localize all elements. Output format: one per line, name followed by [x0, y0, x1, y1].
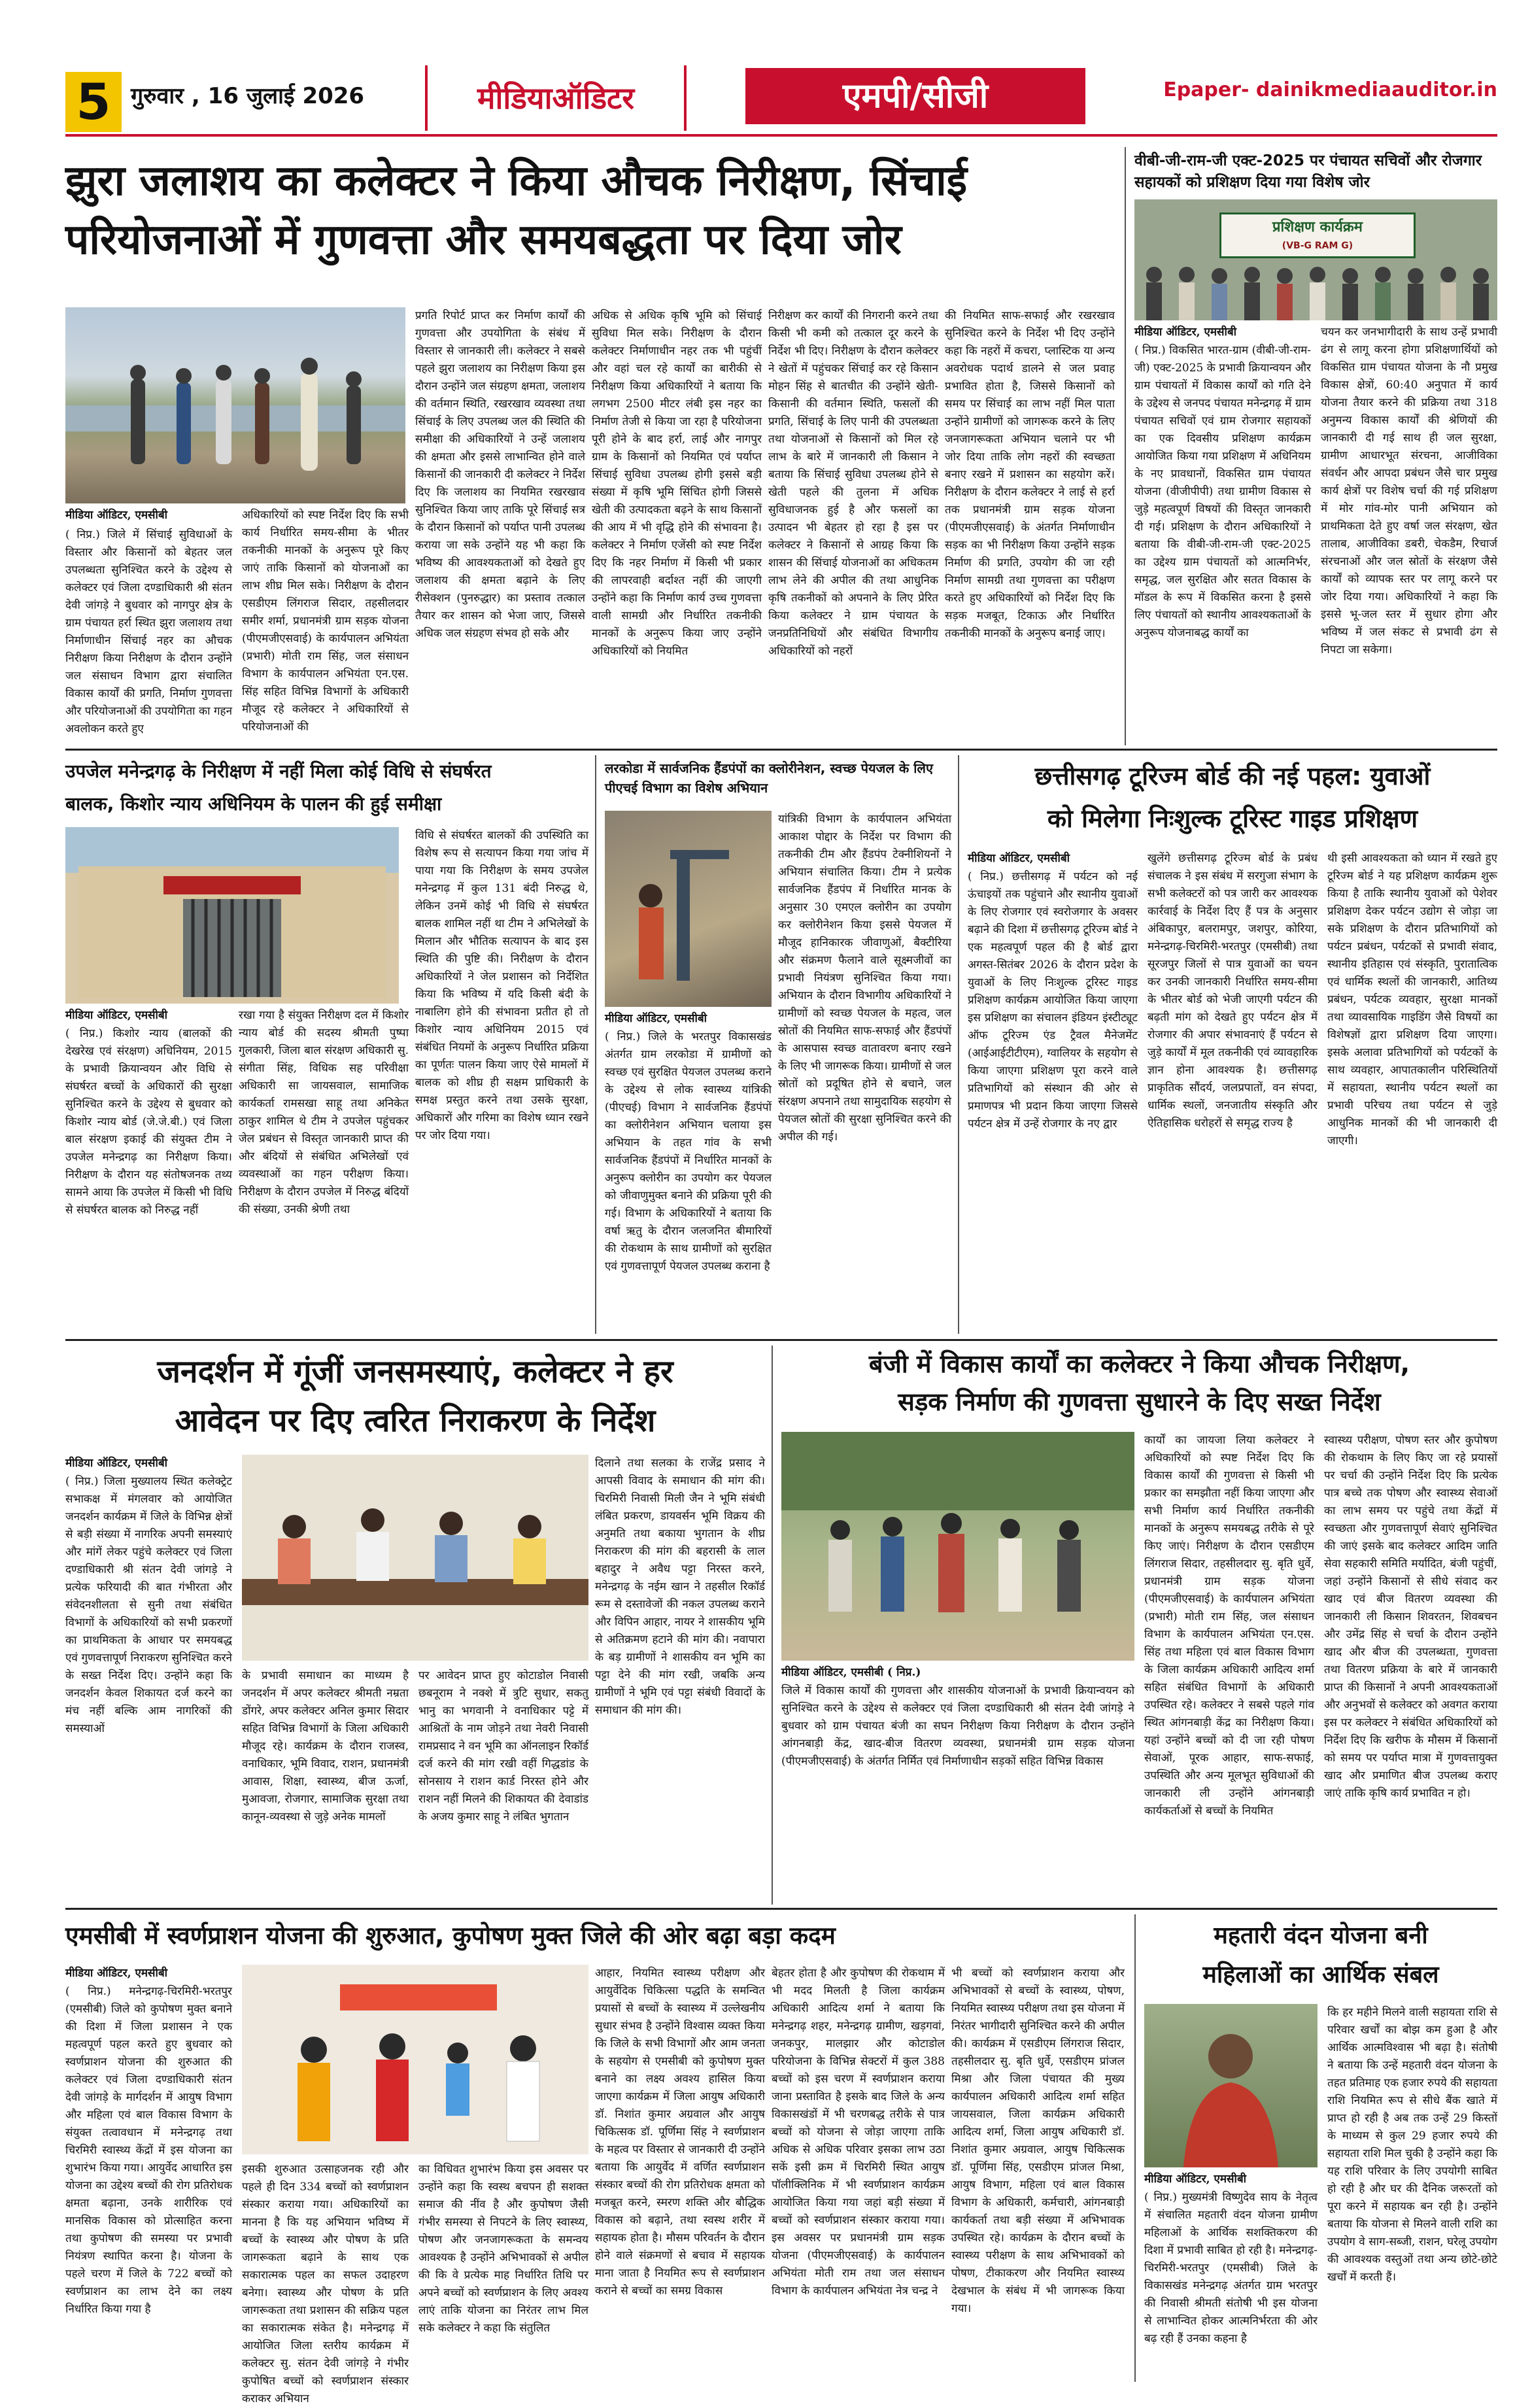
column-divider	[1134, 1914, 1136, 2382]
story4-col2: यांत्रिकी विभाग के कार्यपालन अभियंता आकाश पोद्दार के निर्देश पर विभाग की तकनीकी टीम और हैंडपंप टेक्नीशियनों ने अभियान संचालित किया। टीम ने प्रत्येक सार्वजनिक हैंडपंप में निर्धारित मानक के अनुसार 30 एमएल क्लोरीन का उपयोग कर क्लोरीनेशन किया इससे पेयजल में मौजूद हानिकारक जीवाणुओं, बैक्टीरिया और संक्रमण फैलाने वाले सूक्ष्मजीवों का प्रभावी नियंत्रण सुनिश्चित किया गया। अभियान के दौरान विभागीय अधिकारियों ने ग्रामीणों को स्वच्छ पेयजल के महत्व, जल स्रोतों की नियमित साफ-सफाई और हैंडपंपों के आसपास स्वच्छ वातावरण बनाए रखने के लिए भी जागरूक किया। ग्रामीणों से जल स्रोतों को प्रदूषित होने से बचाने, जल संरक्षण अपनाने तथा सामुदायिक सहयोग से पेयजल स्रोतों की सुरक्षा सुनिश्चित करने की अपील की गई।	[778, 813, 951, 1144]
column-divider	[595, 755, 596, 1334]
issue-date: गुरुवार , 16 जुलाई 2026	[131, 83, 365, 109]
janadarshan-meeting-illustration	[242, 1455, 588, 1661]
story5-col3: थी इसी आवश्यकता को ध्यान में रखते हुए टूरिज्म बोर्ड ने यह प्रशिक्षण कार्यक्रम शुरू किया है ताकि स्थानीय युवाओं को पेशेवर प्रशिक्षण देकर पर्यटन उद्योग से जोड़ा जा सके प्रशिक्षण के दौरान प्रतिभागियों को पर्यटन प्रबंधन, पर्यटकों से प्रभावी संवाद, स्थानीय इतिहास एवं संस्कृति, पुरातात्विक एवं धार्मिक स्थलों की जानकारी, आतिथ्य प्रबंधन, पर्यटक व्यवहार, सुरक्षा मानकों तथा व्यावसायिक गाइडिंग जैसे विषयों का विशेषज्ञों द्वारा प्रशिक्षण दिया जाएगा। इसके अलावा प्रतिभागियों को पर्यटकों के साथ व्यवहार, आपातकालीन परिस्थितियों में सहायता, स्थानीय पर्यटन स्थलों का प्रभावी परिचय तथा पर्यटन से जुड़े आधुनिक मानकों की भी जानकारी दी जाएगी।	[1327, 852, 1497, 1147]
story2-dateline: मीडिया ऑडिटर, एमसीबी	[1134, 326, 1237, 339]
column-divider	[772, 1346, 773, 1905]
story6-dateline: मीडिया ऑडिटर, एमसीबी	[65, 1457, 168, 1470]
story2-col1: ( निप्र.) विकसित भारत-ग्राम (वीबी-जी-राम-जी) एक्ट-2025 के प्रभावी क्रियान्वयन और ग्राम पंचायतों में विकास कार्यों को गति देने के उद्देश्य से जनपद पंचायत मनेन्द्रगढ़ में ग्राम पंचायत सचिवों एवं ग्राम रोजगार सहायकों का एक दिवसीय प्रशिक्षण कार्यक्रम आयोजित किया गया प्रशिक्षण में अधिनियम के नए प्रावधानों, विकसित ग्राम पंचायत योजना (वीजीपीपी) तथा ग्रामीण विकास से जुड़े महत्वपूर्ण विषयों की विस्तृत जानकारी दी गई। प्रशिक्षण के दौरान अधिकारियों ने बताया कि वीबी-जी-राम-जी एक्ट-2025 का उद्देश्य ग्राम पंचायतों को आत्मनिर्भर, समृद्ध, जल सुरक्षित और सतत विकास के मॉडल के रूप में विकसित करना है इससे लिए पंचायतों को स्थानीय आवश्यकताओं के अनुरूप योजनाबद्ध कार्यों का	[1134, 344, 1311, 639]
story7-col1: जिले में विकास कार्यों की गुणवत्ता और शासकीय योजनाओं के प्रभावी क्रियान्वयन को सुनिश्चित करने के उद्देश्य से कलेक्टर एवं जिला दण्डाधिकारी श्री संतन देवी जांगड़े ने बुधवार को ग्राम पंचायत बंजी का सघन निरीक्षण किया निरीक्षण के दौरान उन्होंने आंगनबाड़ी केंद्र, खाद-बीज वितरण व्यवस्था, प्रधानमंत्री ग्राम सड़क योजना (पीएमजीएसवाई) के अंतर्गत निर्मित एवं निर्माणाधीन सड़कों सहित विभिन्न विकास	[781, 1684, 1134, 1768]
story3-headline-line1: उपजेल मनेन्द्रगढ़ के निरीक्षण में नहीं मिला कोई विधि से संघर्षरत	[65, 760, 492, 782]
story1-col1: ( निप्र.) जिले में सिंचाई सुविधाओं के विस्तार और किसानों को बेहतर जल उपलब्धता सुनिश्चित करने के उद्देश्य से कलेक्टर एवं जिला दण्डाधिकारी श्री संतन देवी जांगड़े ने बुधवार को नागपुर क्षेत्र के ग्राम पंचायत हर्रा स्थित झुरा जलाशय तथा निर्माणाधीन सिंचाई नहर का औचक निरीक्षण किया निरीक्षण के दौरान उन्होंने जल संसाधन विभाग द्वारा संचालित विकास कार्यों की प्रगति, निर्माण गुणवत्ता और परियोजनाओं की उपयोगिता का गहन अवलोकन करते हुए	[65, 528, 232, 736]
story7-col3: स्वास्थ्य परीक्षण, पोषण स्तर और कुपोषण की रोकथाम के लिए किए जा रहे प्रयासों पर चर्चा की उन्होंने निर्देश दिए कि प्रत्येक पात्र बच्चे तक पोषण और स्वास्थ्य सेवाओं का लाभ समय पर पहुंचे तथा केंद्रों में स्वच्छता और गुणवत्तापूर्ण सेवाएं सुनिश्चित की जाएं इसके बाद कलेक्टर आदिम जाति सेवा सहकारी समिति मर्यादित, बंजी पहुंचीं, जहां उन्होंने किसानों से सीधे संवाद कर खाद एवं बीज वितरण व्यवस्था की जानकारी ली किसान शिवरतन, शिवबचन और उमेंद्र सिंह से चर्चा के दौरान उन्होंने खाद और बीज की उपलब्धता, गुणवत्ता तथा वितरण प्रक्रिया के बारे में जानकारी प्राप्त की किसानों ने अपनी आवश्यकताओं और अनुभवों से कलेक्टर को अवगत कराया इस पर कलेक्टर ने संबंधित अधिकारियों को निर्देश दिए कि खरीफ के मौसम में किसानों को समय पर पर्याप्त मात्रा में गुणवत्तायुक्त खाद और प्रमाणित बीज उपलब्ध कराए जाएं ताकि कृषि कार्य प्रभावित न हो।	[1324, 1434, 1497, 1800]
story6-headline-line2: आवेदन पर दिए त्वरित निराकरण के निर्देश	[175, 1402, 656, 1439]
story8-col6: भी बच्चों को स्वर्णप्राशन कराया और अभिभावकों से बच्चों के स्वास्थ्य, पोषण, नियमित स्वास्थ्य परीक्षण तथा इस योजना में निरंतर भागीदारी सुनिश्चित करने की अपील की। कार्यक्रम में एसडीएम लिंगराज सिदार, तहसीलदार सु. बृति धुर्वे, एसडीएम प्रांजल मिश्रा और जिला पंचायत की मुख्य कार्यपालन अधिकारी आदित्य शर्मा सहित जायसवाल, जिला कार्यक्रम अधिकारी आदित्य शर्मा, जिला आयुष अधिकारी डॉ. निशांत कुमार अग्रवाल, आयुष चिकित्सक डॉ. पूर्णिमा सिंह, एसडीएम प्रांजल मिश्रा, आयुष विभाग, महिला एवं बाल विकास विभाग के अधिकारी, कर्मचारी, आंगनबाड़ी कार्यकर्ता तथा बड़ी संख्या में अभिभावक उपस्थित रहे। कार्यक्रम के दौरान बच्चों के स्वास्थ्य परीक्षण के साथ अभिभावकों को पोषण, टीकाकरण और नियमित स्वास्थ्य देखभाल के संबंध में भी जागरूक किया गया।	[951, 1967, 1125, 2315]
story6-col4: दिलाने तथा सलका के राजेंद्र प्रसाद ने आपसी विवाद के समाधान की मांग की। चिरमिरी निवासी मिली जैन ने भूमि संबंधी लंबित प्रकरण, डायवर्सन भूमि विक्रय की अनुमति तथा बकाया भुगतान के शीघ्र निराकरण की मांग की बहरासी के लाल बहादुर ने अवैध पट्टा निरस्त करने, मनेन्द्रगढ़ के नईम खान ने तहसील रिकॉर्ड रूम से दस्तावेजों की नकल उपलब्ध कराने और विपिन आहार, नायर ने शासकीय भूमि से अतिक्रमण हटाने की मांग की। नवापारा के बड़ ग्रामीणों ने शासकीय वन भूमि का पट्टा देने की मांग रखी, जबकि अन्य ग्रामीणों ने भूमि एवं पट्टा संबंधी विवादों के समाधान की मांग की।	[595, 1457, 765, 1717]
story5-col2: खुलेंगे छत्तीसगढ़ टूरिज्म बोर्ड के प्रबंध संचालक ने इस संबंध में सरगुजा संभाग के सभी कलेक्टरों को पत्र जारी कर आवश्यक कार्रवाई के निर्देश दिए हैं पत्र के अनुसार अंबिकापुर, बलरामपुर, जशपुर, कोरिया, मनेन्द्रगढ़-चिरमिरी-भरतपुर (एमसीबी) तथा सूरजपुर जिलों से पात्र युवाओं का चयन कर उनकी जानकारी निर्धारित समय-सीमा के भीतर बोर्ड को भेजी जाएगी पर्यटन की बढ़ती मांग को देखते हुए पर्यटन क्षेत्र में रोजगार की अपार संभावनाएं हैं पर्यटन से जुड़े कार्यों में मूल तकनीकी एवं व्यावहारिक ज्ञान होना आवश्यक है। छत्तीसगढ़ प्राकृतिक सौंदर्य, जलप्रपातों, वन संपदा, धार्मिक स्थलों, जनजातीय संस्कृति और ऐतिहासिक धरोहरों से समृद्ध राज्य है	[1148, 852, 1318, 1130]
story5-headline-line2: को मिलेगा निःशुल्क टूरिस्ट गाइड प्रशिक्षण	[1047, 804, 1418, 833]
story1-headline-line1: झुरा जलाशय का कलेक्टर ने किया औचक निरीक्षण, सिंचाई	[65, 157, 968, 205]
story2-photo	[1134, 199, 1497, 320]
story7-col2: कार्यों का जायजा लिया कलेक्टर ने अधिकारियों को स्पष्ट निर्देश दिए कि विकास कार्यों की गुणवत्ता से किसी भी प्रकार का समझौता नहीं किया जाएगा और सभी निर्माण कार्य निर्धारित तकनीकी मानकों के अनुरूप समयबद्ध तरीके से पूरे किए जाएं। निरीक्षण के दौरान एसडीएम लिंगराज सिदार, तहसीलदार सु. बृति धुर्वे, प्रधानमंत्री ग्राम सड़क योजना (पीएमजीएसवाई) के कार्यपालन अभियंता (प्रभारी) मोती राम सिंह, जल संसाधन विभाग के कार्यपालन अभियंता एन.एस. सिंह तथा महिला एवं बाल विकास विभाग के जिला कार्यक्रम अधिकारी आदित्य शर्मा सहित संबंधित विभागों के अधिकारी उपस्थित रहे। कलेक्टर ने सबसे पहले गांव स्थित आंगनबाड़ी केंद्र का निरीक्षण किया। यहां उन्होंने बच्चों को दी जा रही पोषण सेवाओं, पूरक आहार, साफ-सफाई, उपस्थिति और अन्य मूलभूत सुविधाओं की जानकारी ली उन्होंने आंगनबाड़ी कार्यकर्ताओं से बच्चों के नियमित	[1144, 1434, 1314, 1818]
banner-subtitle: (VB-G RAM G)	[1282, 241, 1353, 251]
story1-col4: अधिक से अधिक कृषि भूमि को सिंचाई सुविधा मिल सके। निरीक्षण के दौरान कलेक्टर निर्माणाधीन नहर तक भी पहुंचीं और वहां चल रहे कार्यों का बारीकी से निरीक्षण किया अधिकारियों ने बताया कि लगभग 2500 मीटर लंबी इस नहर का निर्माण तेजी से किया जा रहा है परियोजना पूरी होने के बाद हर्रा, लाई और नागपुर ग्राम के किसानों को नियमित एवं पर्याप्त सिंचाई सुविधा उपलब्ध होगी इससे बड़ी संख्या में कृषि भूमि सिंचित होगी जिससे खेती की उत्पादकता बढ़ने के साथ किसानों की आय में भी वृद्धि होने की संभावना है। कलेक्टर ने निर्माण एजेंसी को स्पष्ट निर्देश दिए कि नहर निर्माण में किसी भी प्रकार की लापरवाही बर्दाश्त नहीं की जाएगी उन्होंने कहा कि निर्माण कार्य उच्च गुणवत्ता वाली सामग्री और निर्धारित तकनीकी मानकों के अनुरूप किया जाए उन्होंने अधिकारियों को नियमित	[592, 309, 762, 658]
story7-photo	[781, 1432, 1134, 1661]
story4-headline: लरकोडा में सार्वजनिक हैंडपंपों का क्लोरीनेशन, स्वच्छ पेयजल के लिए पीएचई विभाग का विशेष अभियान	[605, 760, 934, 796]
section-rule	[65, 749, 1497, 751]
story1-col6: की नियमित साफ-सफाई और रखरखाव सुनिश्चित करने के निर्देश भी दिए उन्होंने कहा कि नहरों में कचरा, प्लास्टिक या अन्य अवरोधक पदार्थ डालने से जल प्रवाह प्रभावित होता है, जिससे किसानों को समय पर सिंचाई का लाभ नहीं मिल पाता उन्होंने ग्रामीणों को जागरूक करने के लिए जनजागरूकता अभियान चलाने पर भी जोर दिया ताकि लोग नहरों की स्वच्छता बनाए रखने में प्रशासन का सहयोग करें। निरीक्षण के दौरान कलेक्टर ने लाई से हर्रा तक प्रधानमंत्री ग्राम सड़क योजना (पीएमजीएसवाई) के अंतर्गत निर्माणाधीन सड़क का भी निरीक्षण किया उन्होंने सड़क निर्माण की प्रगति, उपयोग की जा रही निर्माण सामग्री तथा गुणवत्ता का परीक्षण करते हुए अधिकारियों को निर्देश दिए कि सड़क मजबूत, टिकाऊ और निर्धारित तकनीकी मानकों के अनुरूप बनाई जाए।	[945, 309, 1115, 640]
handpump-chlorination-illustration	[605, 811, 772, 1007]
story5-dateline: मीडिया ऑडिटर, एमसीबी	[968, 852, 1070, 865]
story9-headline-line2: महिलाओं का आर्थिक संबल	[1202, 1961, 1439, 1988]
story2-headline: वीबी-जी-राम-जी एक्ट-2025 पर पंचायत सचिवों और रोजगार सहायकों को प्रशिक्षण दिया गया विशेष जोर	[1134, 152, 1482, 191]
story9-dateline: मीडिया ऑडिटर, एमसीबी	[1144, 2173, 1247, 2186]
story9-col2: कि हर महीने मिलने वाली सहायता राशि से परिवार खर्चों का बोझ कम हुआ है और आर्थिक आत्मविश्वास भी बढ़ा है। संतोषी ने बताया कि उन्हें महतारी वंदन योजना के तहत प्रतिमाह एक हजार रुपये की सहायता राशि नियमित रूप से सीधे बैंक खाते में प्राप्त हो रही है अब तक उन्हें 29 किस्तों के माध्यम से कुल 29 हजार रुपये की सहायता राशि मिल चुकी है उन्होंने कहा कि यह राशि परिवार के लिए उपयोगी साबित हो रही है और घर की दैनिक जरूरतों को पूरा करने में सहायक बन रही है। उन्होंने बताया कि योजना से मिलने वाली राशि का उपयोग वे साग-सब्जी, राशन, घरेलू उपयोग की आवश्यक वस्तुओं तथा अन्य छोटे-छोटे खर्चों में करती हैं।	[1327, 2006, 1497, 2284]
people-at-reservoir-illustration	[65, 307, 405, 503]
story1-headline-line2: परियोजनाओं में गुणवत्ता और समयबद्धता पर दिया जोर	[65, 216, 902, 264]
story6-headline-line1: जनदर्शन में गूंजीं जनसमस्याएं, कलेक्टर ने हर	[157, 1353, 673, 1390]
story3-headline-line2: बालक, किशोर न्याय अधिनियम के पालन की हुई समीक्षा	[65, 793, 442, 815]
story9-col1: ( निप्र.) मुख्यमंत्री विष्णुदेव साय के नेतृत्व में संचालित महतारी वंदन योजना ग्रामीण महिलाओं के आर्थिक सशक्तिकरण की दिशा में प्रभावी साबित हो रही है। मनेन्द्रगढ़-चिरमिरी-भरतपुर (एमसीबी) जिले के विकासखंड मनेन्द्रगढ़ अंतर्गत ग्राम भरतपुर की निवासी श्रीमती संतोषी भी इस योजना से लाभान्वित होकर आत्मनिर्भरता की ओर बढ़ रही हैं उनका कहना है	[1144, 2191, 1318, 2345]
story9-photo	[1144, 2004, 1318, 2167]
training-banner	[1219, 212, 1416, 258]
story6-col3: पर आवेदन प्राप्त हुए कोटाडोल निवासी छबनूराम ने नक्शे में त्रुटि सुधार, सकतु भानु का भगवानी ने वनाधिकार पट्टे में आश्रितों के नाम जोड़ने तथा नेवरी निवासी रामप्रसाद ने वन भूमि का ऑनलाइन रिकॉर्ड दर्ज करने की मांग रखी वहीं गिद्धडांड के सोनसाय ने राशन कार्ड निरस्त होने और राशन नहीं मिलने की शिकायत की देवाडांड के अजय कुमार साहू ने लंबित भुगतान	[418, 1669, 588, 1823]
story1-col2: अधिकारियों को स्पष्ट निर्देश दिए कि सभी कार्य निर्धारित समय-सीमा के भीतर तकनीकी मानकों के अनुरूप पूरे किए जाएं ताकि किसानों को योजनाओं का लाभ शीघ्र मिल सके। निरीक्षण के दौरान एसडीएम लिंगराज सिदार, तहसीलदार समीर शर्मा, प्रधानमंत्री ग्राम सड़क योजना (पीएमजीएसवाई) के कार्यपालन अभियंता (प्रभारी) मोती राम सिंह, जल संसाधन विभाग के कार्यपालन अभियंता एन.एस. सिंह सहित विभिन्न विभागों के अधिकारी मौजूद रहे कलेक्टर ने अधिकारियों से परियोजनाओं की	[242, 509, 409, 734]
story8-photo	[242, 1965, 588, 2154]
page-number: 5	[65, 72, 122, 132]
story1-col3: प्रगति रिपोर्ट प्राप्त कर निर्माण कार्यों की गुणवत्ता और उपयोगिता के संबंध में विस्तार से जानकारी ली। कलेक्टर ने सबसे पहले झुरा जलाशय का निरीक्षण किया इस दौरान उन्होंने जल संग्रहण क्षमता, जलाशय की वर्तमान स्थिति, रखरखाव व्यवस्था तथा सिंचाई के लिए उपलब्ध जल की स्थिति की समीक्षा की अधिकारियों ने उन्हें जलाशय की क्षमता और इससे लाभान्वित होने वाले किसानों की जानकारी दी कलेक्टर ने निर्देश दिए कि जलाशय का नियमित रखरखाव सुनिश्चित किया जाए ताकि पूरे सिंचाई सत्र के दौरान किसानों को पर्याप्त पानी उपलब्ध कराया जा सके उन्होंने यह भी कहा कि भविष्य की आवश्यकताओं को देखते हुए जलाशय की क्षमता बढ़ाने के लिए रीसेक्शन (पुनरुद्धार) का प्रस्ताव तत्काल तैयार कर शासन को भेजा जाए, जिससे अधिक जल संग्रहण संभव हो सके और	[415, 309, 585, 640]
story3-col2: रखा गया है संयुक्त निरीक्षण दल में किशोर न्याय बोर्ड की सदस्य श्रीमती पुष्पा गुलकारी, जिला बाल संरक्षण अधिकारी सु. संगीता सिंह, विधिक सह परिवीक्षा अधिकारी सा जायसवाल, सामाजिक कार्यकर्ता रामसखा साहू तथा अनिकेत ठाकुर शामिल थे टीम ने उपजेल पहुंचकर जेल प्रबंधन से विस्तृत जानकारी प्राप्त की और बंदियों से संबंधित अभिलेखों एवं व्यवस्थाओं का गहन परीक्षण किया। निरीक्षण के दौरान उपजेल में निरुद्ध बंदियों की संख्या, उनकी श्रेणी तथा	[239, 1009, 409, 1216]
story1-photo	[65, 307, 405, 503]
story5-headline-line1: छत्तीसगढ़ टूरिज्म बोर्ड की नई पहल: युवाओं	[1034, 762, 1431, 790]
story9-headline-line1: महतारी वंदन योजना बनी	[1214, 1922, 1428, 1949]
newspaper-logo: मीडियाऑडिटर	[425, 65, 687, 131]
section-rule	[65, 1908, 1497, 1910]
story6-col1: ( निप्र.) जिला मुख्यालय स्थित कलेक्ट्रेट सभाकक्ष में मंगलवार को आयोजित जनदर्शन कार्यक्रम में जिले के विभिन्न क्षेत्रों से बड़ी संख्या में नागरिक अपनी समस्याएं और मांगें लेकर पहुंचे कलेक्टर एवं जिला दण्डाधिकारी श्री संतन देवी जांगड़े ने प्रत्येक फरियादी की बात गंभीरता और संवेदनशीलता से सुनी तथा संबंधित विभागों के अधिकारियों को सभी प्रकरणों का प्राथमिकता के आधार पर समयबद्ध एवं गुणवत्तापूर्ण निराकरण सुनिश्चित करने के सख्त निर्देश दिए। उन्होंने कहा कि जनदर्शन केवल शिकायत दर्ज करने का मंच नहीं बल्कि आम नागरिकों की समस्याओं	[65, 1475, 232, 1735]
story1-col5: निरीक्षण कर कार्यों की निगरानी करने तथा किसी भी कमी को तत्काल दूर करने के निर्देश भी दिए। निरीक्षण के दौरान कलेक्टर ने खेतों में पहुंचकर सिंचाई कर रहे किसान मोहन सिंह से बातचीत की उन्होंने खेती-किसानी की वर्तमान स्थिति, फसलों की प्रगति, सिंचाई के लिए पानी की उपलब्धता तथा योजनाओं से किसानों को मिल रहे लाभ के बारे में जानकारी ली किसान ने बताया कि सिंचाई सुविधा उपलब्ध होने से खेती पहले की तुलना में अधिक सुविधाजनक हुई है और फसलों का उत्पादन भी बेहतर हो रहा है इस पर कलेक्टर ने किसानों से आग्रह किया कि शासन की सिंचाई योजनाओं का अधिकतम लाभ लेने की अपील की तथा आधुनिक कृषि तकनीकों को अपनाने के लिए प्रेरित किया कलेक्टर ने ग्राम पंचायत के जनप्रतिनिधियों और संबंधित विभागीय अधिकारियों को नहरों	[768, 309, 938, 658]
story4-col1: ( निप्र.) जिले के भरतपुर विकासखंड अंतर्गत ग्राम लरकोडा में ग्रामीणों को स्वच्छ एवं सुरक्षित पेयजल उपलब्ध कराने के उद्देश्य से लोक स्वास्थ्य यांत्रिकी (पीएचई) विभाग ने सार्वजनिक हैंडपंपों का क्लोरीनेशन अभियान चलाया इस अभियान के तहत गांव के सभी सार्वजनिक हैंडपंपों में निर्धारित मानकों के अनुरूप क्लोरीन का उपयोग कर पेयजल को जीवाणुमुक्त बनाने की प्रक्रिया पूरी की गई। विभाग के अधिकारियों ने बताया कि वर्षा ऋतु के दौरान जलजनित बीमारियों की रोकथाम के साथ ग्रामीणों को सुरक्षित एवं गुणवत्तापूर्ण पेयजल उपलब्ध कराना है	[605, 1030, 772, 1273]
jail-building-illustration	[65, 827, 399, 1004]
column-divider	[1125, 147, 1126, 745]
story3-col3: विधि से संघर्षरत बालकों की उपस्थिति का विशेष रूप से सत्यापन किया गया जांच में पाया गया कि निरीक्षण के समय उपजेल मनेन्द्रगढ़ में कुल 131 बंदी निरुद्ध थे, लेकिन उनमें कोई भी विधि से संघर्षरत बालक शामिल नहीं था टीम ने अभिलेखों के मिलान और भौतिक सत्यापन के बाद इस स्थिति की पुष्टि की। निरीक्षण के दौरान अधिकारियों ने जेल प्रशासन को निर्देशित किया कि भविष्य में यदि किसी बंदी के नाबालिग होने की संभावना प्रतीत हो तो किशोर न्याय अधिनियम 2015 एवं संबंधित नियमों के अनुरूप निर्धारित प्रक्रिया का पूर्णतः पालन किया जाए ऐसे मामलों में बालक को शीघ्र ही सक्षम प्राधिकारी के समक्ष प्रस्तुत करने तथा उसके सुरक्षा, अधिकारों और गरिमा का विशेष ध्यान रखने पर जोर दिया गया।	[415, 829, 588, 1142]
story8-col4: आहार, नियमित स्वास्थ्य परीक्षण और आयुर्वेदिक चिकित्सा पद्धति के समन्वित प्रयासों से बच्चों के स्वास्थ्य में उल्लेखनीय सुधार संभव है उन्होंने विश्वास व्यक्त किया कि जिले के सभी विभागों और आम जनता के सहयोग से एमसीबी को कुपोषण मुक्त बनाने का लक्ष्य अवश्य हासिल किया जाएगा कार्यक्रम में जिला आयुष अधिकारी डॉ. निशांत कुमार अग्रवाल और आयुष चिकित्सक डॉ. पूर्णिमा सिंह ने स्वर्णप्राशन के महत्व पर विस्तार से जानकारी दी उन्होंने बताया कि आयुर्वेद में वर्णित स्वर्णप्राशन संस्कार बच्चों की रोग प्रतिरोधक क्षमता को मजबूत करने, स्मरण शक्ति और बौद्धिक विकास को बढ़ाने, तथा स्वस्थ शरीर में सहायक होता है। मौसम परिवर्तन के दौरान होने वाले संक्रमणों से बचाव में सहायक माना जाता है नियमित रूप से स्वर्णप्राशन कराने से बच्चों का समग्र विकास	[595, 1967, 765, 2298]
story3-col1: ( निप्र.) किशोर न्याय (बालकों की देखरेख एवं संरक्षण) अधिनियम, 2015 के प्रभावी क्रियान्वयन और विधि से संघर्षरत बच्चों के अधिकारों की सुरक्षा सुनिश्चित करने के उद्देश्य से बुधवार को किशोर न्याय बोर्ड (जे.जे.बी.) एवं जिला बाल संरक्षण इकाई की संयुक्त टीम ने उपजेल मनेन्द्रगढ़ का निरीक्षण किया। निरीक्षण के दौरान यह संतोषजनक तथ्य सामने आया कि उपजेल में किसी भी विधि से संघर्षरत बालक को निरुद्ध नहीं	[65, 1027, 232, 1217]
story8-dateline: मीडिया ऑडिटर, एमसीबी	[65, 1967, 168, 1980]
story8-col1: ( निप्र.) मनेन्द्रगढ़-चिरमिरी-भरतपुर (एमसीबी) जिले को कुपोषण मुक्त बनाने की दिशा में जिला प्रशासन ने एक महत्वपूर्ण पहल करते हुए बुधवार को स्वर्णप्राशन योजना की शुरुआत की कलेक्टर एवं जिला दण्डाधिकारी संतन देवी जांगड़े के मार्गदर्शन में आयुष विभाग और महिला एवं बाल विकास विभाग के संयुक्त तत्वावधान में मनेन्द्रगढ़ तथा चिरमिरी स्वास्थ्य केंद्रों में इस योजना का शुभारंभ किया गया। आयुर्वेद आधारित इस योजना का उद्देश्य बच्चों की रोग प्रतिरोधक क्षमता बढ़ाना, उनके शारीरिक एवं मानसिक विकास को प्रोत्साहित करना तथा कुपोषण की समस्या पर प्रभावी नियंत्रण स्थापित करना है। योजना के पहले चरण में जिले के 722 बच्चों को स्वर्णप्राशन का लाभ देने का लक्ष्य निर्धारित किया गया है	[65, 1985, 232, 2316]
woman-beneficiary-illustration	[1144, 2004, 1318, 2167]
story7-dateline: मीडिया ऑडिटर, एमसीबी ( निप्र.)	[781, 1666, 921, 1679]
story7-headline-line2: सड़क निर्माण की गुणवत्ता सुधारने के दिए सख्त निर्देश	[898, 1387, 1381, 1416]
masthead-rule	[65, 134, 1497, 137]
story4-photo	[605, 811, 772, 1007]
group-of-people-illustration	[1134, 262, 1497, 320]
story8-col5: बेहतर होता है और कुपोषण की रोकथाम में भी मदद मिलती है जिला कार्यक्रम अधिकारी आदित्य शर्मा ने बताया कि मनेन्द्रगढ़ शहर, मनेन्द्रगढ़ ग्रामीण, खड़गवां, जनकपुर, मालझार और कोटाडोल परियोजना के विभिन्न सेक्टरों में कुल 388 बच्चों को इस चरण में स्वर्णप्राशन कराया जाना प्रस्तावित है इसके बाद जिले के अन्य विकासखंडों में भी चरणबद्ध तरीके से पात्र बच्चों को योजना से जोड़ा जाएगा ताकि अधिक से अधिक परिवार इसका लाभ उठा सकें इसी क्रम में चिरमिरी स्थित आयुष पॉलीक्लिनिक में भी स्वर्णप्राशन कार्यक्रम आयोजित किया गया जहां बड़ी संख्या में बच्चों को स्वर्णप्राशन संस्कार कराया गया। इस अवसर पर प्रधानमंत्री ग्राम सड़क योजना (पीएमजीएसवाई) के कार्यपालन अभियंता मोती राम तथा जल संसाधन विभाग के कार्यपालन अभियंता नेत्र चन्द्र ने	[772, 1967, 945, 2298]
story1-dateline: मीडिया ऑडिटर, एमसीबी	[65, 509, 168, 522]
story3-dateline: मीडिया ऑडिटर, एमसीबी	[65, 1009, 168, 1022]
story7-headline-line1: बंजी में विकास कार्यों का कलेक्टर ने किया औचक निरीक्षण,	[868, 1349, 1410, 1378]
inspection-team-illustration	[781, 1432, 1134, 1661]
banner-title: प्रशिक्षण कार्यक्रम	[1272, 219, 1363, 235]
story6-col2: के प्रभावी समाधान का माध्यम है जनदर्शन में अपर कलेक्टर श्रीमती नम्रता डोंगरे, अपर कलेक्टर अनिल कुमार सिदार सहित विभिन्न विभागों के जिला अधिकारी मौजूद रहे। कार्यक्रम के दौरान राजस्व, वनाधिकार, भूमि विवाद, राशन, प्रधानमंत्री आवास, शिक्षा, स्वास्थ्य, बीज ऊर्जा, मुआवजा, रोजगार, सामाजिक सुरक्षा तथा कानून-व्यवस्था से जुड़े अनेक मामलों	[242, 1669, 409, 1823]
story5-col1: ( निप्र.) छत्तीसगढ़ में पर्यटन को नई ऊंचाइयों तक पहुंचाने और स्थानीय युवाओं के लिए रोजगार एवं स्वरोजगार के अवसर बढ़ाने की दिशा में छत्तीसगढ़ टूरिज्म बोर्ड ने एक महत्वपूर्ण पहल की है बोर्ड द्वारा अगस्त-सितंबर 2026 के दौरान प्रदेश के युवाओं के लिए निःशुल्क टूरिस्ट गाइड प्रशिक्षण कार्यक्रम आयोजित किया जाएगा इस प्रशिक्षण का संचालन इंडियन इंस्टीट्यूट ऑफ टूरिज्म एंड ट्रैवल मैनेजमेंट (आईआईटीटीएम), ग्वालियर के सहयोग से किया जाएगा प्रशिक्षण पूरा करने वाले प्रतिभागियों को संस्थान की ओर से प्रमाणपत्र भी प्रदान किया जाएगा जिससे पर्यटन क्षेत्र में उन्हें रोजगार के नए द्वार	[968, 870, 1138, 1130]
section-label: एमपी/सीजी	[745, 68, 1085, 124]
column-divider	[958, 755, 959, 1334]
story8-headline: एमसीबी में स्वर्णप्राशन योजना की शुरुआत, कुपोषण मुक्त जिले की ओर बढ़ा बड़ा कदम	[65, 1922, 836, 1950]
swarnaprashan-event-illustration	[242, 1965, 588, 2154]
section-rule	[65, 1339, 1497, 1341]
epaper-website[interactable]: Epaper- dainikmediaauditor.in	[1163, 78, 1497, 101]
story2-col2: चयन कर जनभागीदारी के साथ उन्हें प्रभावी ढंग से लागू करना होगा प्रशिक्षणार्थियों को विकसित ग्राम पंचायत योजना के नौ प्रमुख विकास क्षेत्रों, 60:40 अनुपात में कार्य योजना तैयार करने की प्रक्रिया तथा 318 अनुमन्य विकास कार्यों की श्रेणियों की जानकारी दी गई साथ ही जल सुरक्षा, ग्रामीण आधारभूत संरचना, आजीविका संवर्धन और आपदा प्रबंधन जैसे चार प्रमुख कार्य क्षेत्रों पर विशेष चर्चा की गई प्रशिक्षण में मोर गांव-मोर पानी अभियान को प्राथमिकता देते हुए वर्षा जल संरक्षण, खेत तालाब, आजीविका डबरी, चेकडैम, रिचार्ज संरचनाओं और जल स्रोतों के संरक्षण जैसे कार्यों को व्यापक स्तर पर लागू करने पर जोर दिया गया। अधिकारियों ने कहा कि इससे भू-जल स्तर में सुधार होगा और भविष्य में जल संकट से प्रभावी ढंग से निपटा जा सकेगा।	[1321, 326, 1497, 656]
story8-col2: इसकी शुरुआत उत्साहजनक रही और पहले ही दिन 334 बच्चों को स्वर्णप्राशन संस्कार कराया गया। अधिकारियों का मानना है कि यह अभियान भविष्य में बच्चों के स्वास्थ्य और पोषण के प्रति जागरूकता बढ़ाने के साथ एक सकारात्मक पहल का सफल उदाहरण बनेगा। स्वास्थ्य और पोषण के प्रति जागरूकता तथा प्रशासन की सक्रिय पहल का सकारात्मक संकेत है। मनेन्द्रगढ़ में आयोजित जिला स्तरीय कार्यक्रम में कलेक्टर सु. संतन देवी जांगड़े ने गंभीर कुपोषित बच्चों को स्वर्णप्राशन संस्कार कराकर अभियान	[242, 2163, 409, 2405]
story4-dateline: मीडिया ऑडिटर, एमसीबी	[605, 1012, 707, 1025]
story3-photo	[65, 827, 399, 1004]
story8-col3: का विधिवत शुभारंभ किया इस अवसर पर उन्होंने कहा कि स्वस्थ बचपन ही सशक्त समाज की नींव है और कुपोषण जैसी गंभीर समस्या से निपटने के लिए स्वास्थ्य, पोषण और जनजागरूकता के समन्वय आवश्यक है उन्होंने अभिभावकों से अपील की कि वे प्रत्येक माह निर्धारित तिथि पर अपने बच्चों को स्वर्णप्राशन के लिए अवश्य लाएं ताकि योजना का निरंतर लाभ मिल सके कलेक्टर ने कहा कि संतुलित	[418, 2163, 588, 2335]
story6-photo	[242, 1455, 588, 1661]
